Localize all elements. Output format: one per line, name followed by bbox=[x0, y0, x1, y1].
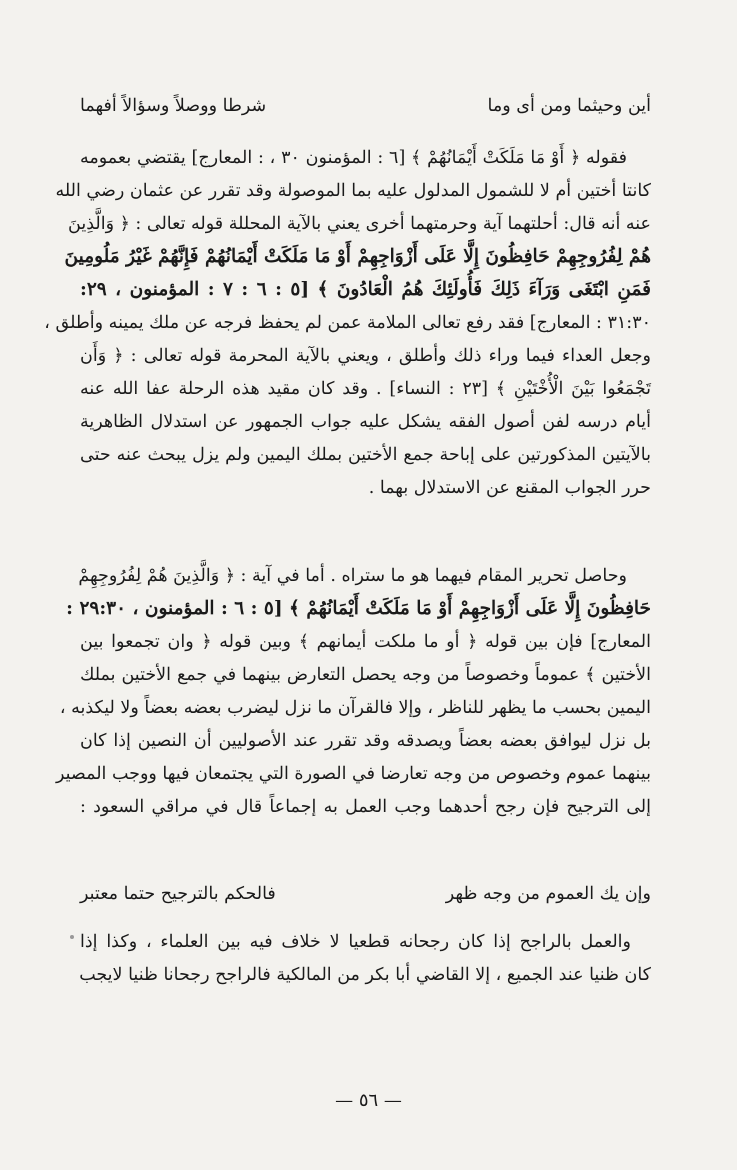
poetry-verse-bottom bbox=[80, 880, 651, 908]
text-line: حرر الجواب المقنع عن الاستدلال بهما . bbox=[368, 478, 651, 498]
text-line: أيام درسه لفن أصول الفقه يشكل عليه جواب الجمهور عن استدلال الظاهرية bbox=[80, 412, 651, 432]
page-number: — ٥٦ — bbox=[335, 1090, 402, 1111]
poetry-verse-top bbox=[80, 92, 651, 120]
text-line: الأختين ﴾ عموماً وخصوصاً من وجه يحصل التعارض بينهما في جمع الأختين بملك bbox=[80, 665, 651, 685]
verse-first-hemistich: أين وحيثما ومن أى وما bbox=[487, 96, 651, 116]
text-line: وجعل العداء فيما وراء ذلك وأطلق ، ويعني بالآية المحرمة قوله تعالى : ﴿ وَأَن bbox=[80, 346, 651, 366]
text-line: تَجْمَعُوا بَيْنَ الْأُخْتَيْنِ ﴾ [٢٣ : النساء] . وقد كان مقيد هذه الرحلة عفا الله عنه bbox=[80, 379, 651, 399]
text-line-quran: حَافِظُونَ إِلَّا عَلَى أَزْوَاجِهِمْ أَوْ مَا مَلَكَتْ أَيْمَانُهُمْ ﴾ [٥ : ٦ : المؤمنون ، ٢٩:٣٠ : bbox=[66, 598, 651, 619]
text-line: فقوله ﴿ أَوْ مَا مَلَكَتْ أَيْمَانُهُمْ ﴾ [٦ : المؤمنون ٣٠ ، : المعارج] يقتضي بعمومه bbox=[80, 148, 628, 168]
text-line: كانتا أختين أم لا للشمول المدلول عليه بما الموصولة وقد تقرر عن عثمان رضي الله bbox=[55, 181, 651, 201]
text-line: كان ظنيا عند الجميع ، إلا القاضي أبا بكر من المالكية فالراجح رجحانا ظنيا لايجب bbox=[79, 965, 651, 985]
text-line: بالآيتين المذكورتين على إباحة جمع الأختين بملك اليمين ولم يزل يبحث عنه حتى bbox=[80, 445, 651, 465]
verse-first-hemistich: وإن يك العموم من وجه ظهر bbox=[445, 884, 651, 904]
text-line: بل نزل ليوافق بعضه بعضاً ويصدقه وقد تقرر عند الأصوليين أن النصين إذا كان bbox=[80, 731, 651, 751]
text-line: بينهما عموم وخصوص من وجه تعارضا في الصورة التي يجتمعان فيها ووجب المصير bbox=[55, 764, 651, 784]
verse-second-hemistich: فالحكم بالترجيح حتما معتبر bbox=[80, 884, 276, 904]
text-line: المعارج] فإن بين قوله ﴿ أو ما ملكت أيمانهم ﴾ وبين قوله ﴿ وان تجمعوا بين bbox=[80, 632, 651, 652]
text-line: إلى الترجيح فإن رجح أحدهما وجب العمل به إجماعاً قال في مراقي السعود : bbox=[80, 797, 651, 817]
ink-speck bbox=[70, 935, 74, 939]
text-line-quran: هُمْ لِفُرُوجِهِمْ حَافِظُونَ إِلَّا عَلَى أَزْوَاجِهِمْ أَوْ مَا مَلَكَتْ أَيْمَانُهُمْ فَإِنَّهُمْ غَيْرُ مَلُومِينَ bbox=[64, 246, 651, 267]
text-line: اليمين بحسب ما يظهر للناظر ، وإلا فالقرآن ما نزل ليضرب بعضه بعضاً ولا ليكذبه ، bbox=[59, 698, 651, 718]
text-line: والعمل بالراجح إذا كان رجحانه قطعيا لا خلاف فيه بين العلماء ، وكذا إذا bbox=[80, 932, 631, 952]
text-line: عنه أنه قال: أحلتهما آية وحرمتهما أخرى يعني بالآية المحللة قوله تعالى : ﴿ وَالَّذِينَ bbox=[68, 214, 651, 234]
verse-second-hemistich: شرطا ووصلاً وسؤالاً أفهما bbox=[80, 96, 267, 116]
text-line: وحاصل تحرير المقام فيهما هو ما ستراه . أما في آية : ﴿ وَالَّذِينَ هُمْ لِفُرُوجِهِمْ bbox=[78, 566, 627, 586]
text-line-quran: فَمَنِ ابْتَغَى وَرَآءَ ذَلِكَ فَأُولَئِكَ هُمُ الْعَادُونَ ﴾ [٥ : ٦ : ٧ : المؤمنون ، ٢٩: bbox=[80, 279, 651, 300]
text-line: ٣١:٣٠ : المعارج] فقد رفع تعالى الملامة عمن لم يحفظ فرجه عن ملك يمينه وأطلق ، bbox=[44, 313, 651, 333]
